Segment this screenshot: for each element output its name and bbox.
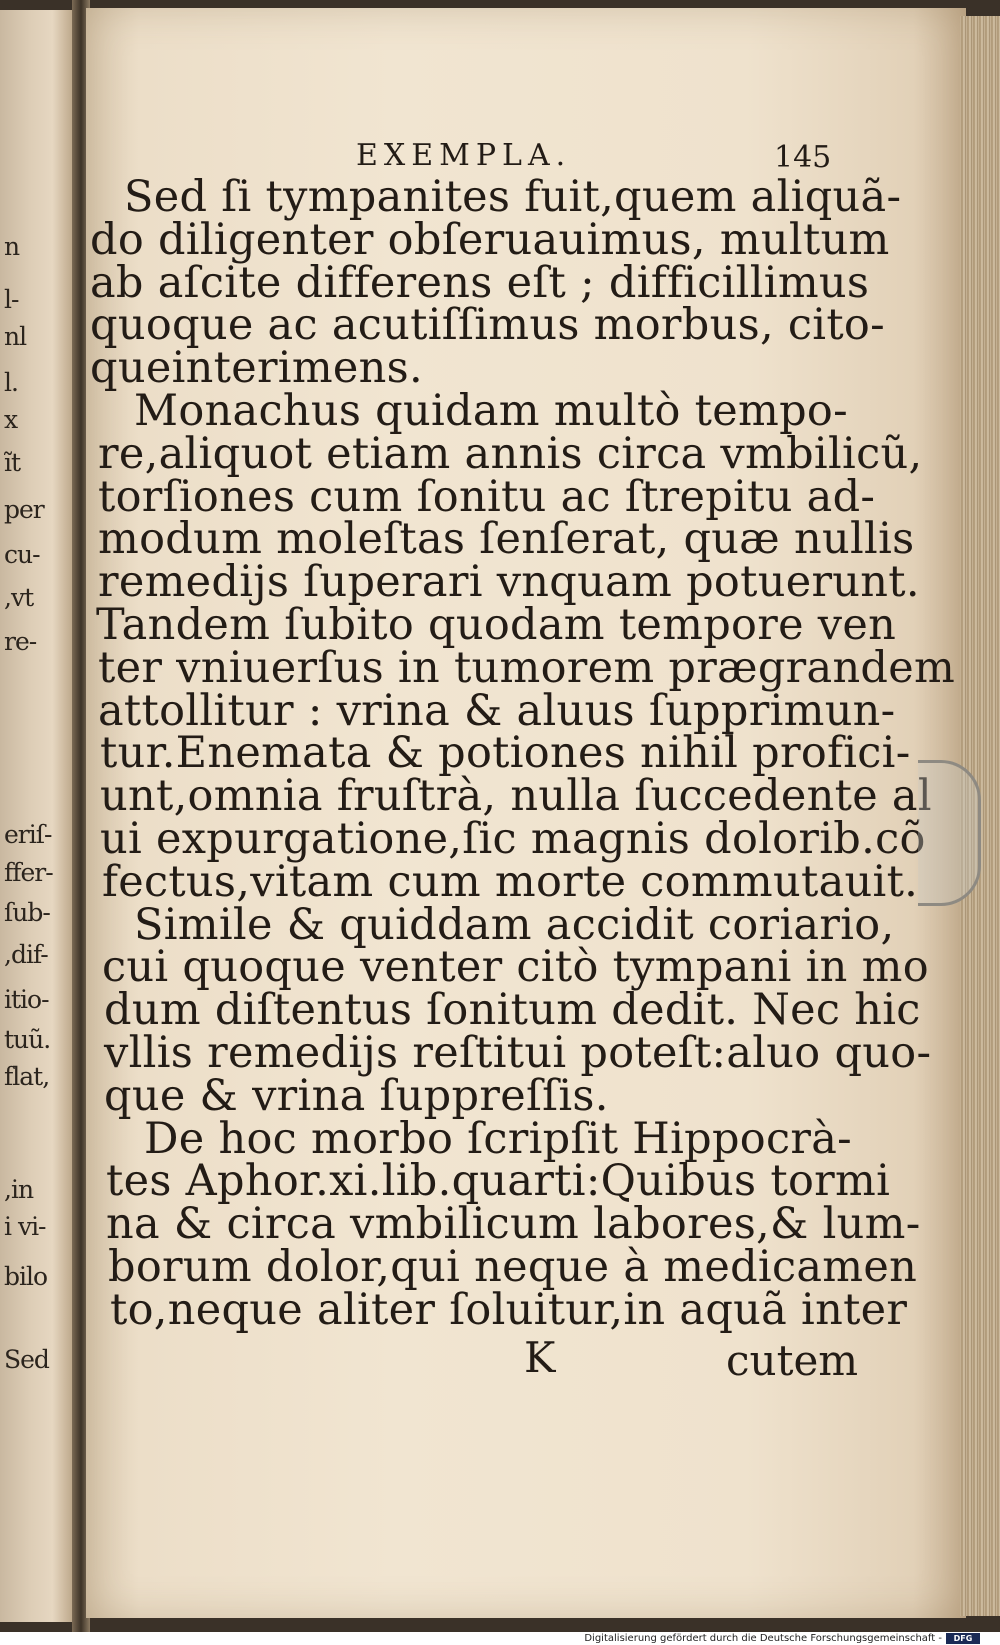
- margin-fragment: nl: [4, 322, 27, 351]
- body-line: ui expurgatione,ſic magnis dolorib.cõ: [100, 814, 926, 864]
- body-line: ter vniuerſus in tumorem prægrandem: [98, 642, 956, 693]
- body-line: tes Aphor.xi.lib.quarti:Quibus tormi: [106, 1156, 891, 1207]
- body-line: torſiones cum ſonitu ac ſtrepitu ad-: [98, 471, 876, 522]
- body-line: na & circa vmbilicum labores,& lum-: [106, 1199, 921, 1250]
- body-line: borum dolor,qui neque à medicamen: [108, 1242, 918, 1292]
- margin-fragment: itio-: [4, 985, 49, 1014]
- catchword: cutem: [726, 1336, 859, 1385]
- body-line: remedijs ſuperari vnquam potuerunt.: [98, 557, 920, 608]
- body-line: dum diſtentus ſonitum dedit. Nec hic: [104, 985, 921, 1036]
- page-clip: [918, 760, 981, 906]
- body-line: ab aſcite differens eſt ; difficillimus: [90, 257, 870, 308]
- running-head: EXEMPLA.: [356, 138, 572, 173]
- body-line: unt,omnia fruſtrà, nulla ſuccedente al: [100, 771, 932, 822]
- margin-fragment: ,dif-: [4, 940, 48, 969]
- margin-fragment: x: [4, 405, 18, 434]
- page-number: 145: [774, 140, 832, 175]
- margin-fragment: l.: [4, 368, 18, 397]
- body-line: Simile & quiddam accidit coriario,: [134, 899, 895, 950]
- margin-fragment: Sed: [4, 1345, 49, 1374]
- margin-fragment: n: [4, 232, 20, 261]
- dfg-logo: DFG: [946, 1633, 980, 1644]
- body-line: Sed ſi tympanites fuit,quem aliquã-: [124, 172, 902, 222]
- margin-fragment: ſub-: [4, 898, 50, 927]
- body-line: que & vrina ſuppreſſis.: [104, 1070, 609, 1121]
- body-line: re,aliquot etiam annis circa vmbilicũ,: [98, 428, 923, 479]
- margin-fragment: bilo: [4, 1262, 48, 1291]
- body-line: modum moleſtas ſenſerat, quæ nullis: [98, 514, 915, 565]
- body-line: to,neque aliter ſoluitur,in aquã inter: [110, 1284, 908, 1335]
- margin-fragment: flat,: [4, 1062, 50, 1091]
- body-line: attollitur : vrina & aluus ſupprimun-: [98, 685, 896, 736]
- body-line: tur.Enemata & potiones nihil profici-: [100, 728, 911, 779]
- body-line: quoque ac acutiſſimus morbus, cito-: [90, 300, 885, 351]
- margin-fragment: ffer-: [4, 858, 53, 887]
- margin-fragment: re-: [4, 627, 37, 656]
- margin-fragment: eriſ-: [4, 820, 52, 849]
- margin-fragment: tuũ.: [4, 1025, 51, 1054]
- margin-fragment: per: [4, 495, 44, 524]
- margin-fragment: ĩt: [4, 448, 21, 477]
- signature-mark: K: [524, 1333, 556, 1382]
- funding-credit: Digitalisierung gefördert durch die Deutsche Forschungsgemeinschaft -: [584, 1633, 942, 1644]
- margin-fragment: ,vt: [4, 583, 34, 612]
- body-line: fectus,vitam cum morte commutauit.: [102, 856, 919, 907]
- body-line: Tandem ſubito quodam tempore ven: [96, 600, 897, 650]
- body-line: Monachus quidam multò tempo-: [134, 386, 848, 436]
- margin-fragment: l-: [4, 285, 19, 314]
- previous-page-margin: [0, 10, 75, 1622]
- body-line: do diligenter obſeruauimus, multum: [90, 214, 890, 265]
- margin-fragment: ,in: [4, 1175, 34, 1204]
- margin-fragment: i vi-: [4, 1212, 46, 1241]
- body-line: cui quoque venter citò tympani in mo: [102, 942, 929, 993]
- body-line: queinterimens.: [90, 343, 423, 394]
- book-page: [86, 8, 966, 1618]
- body-line: vllis remedijs reſtitui poteſt:aluo quo-: [104, 1028, 932, 1078]
- margin-fragment: cu-: [4, 540, 40, 569]
- body-line: De hoc morbo ſcripſit Hippocrà-: [144, 1113, 852, 1164]
